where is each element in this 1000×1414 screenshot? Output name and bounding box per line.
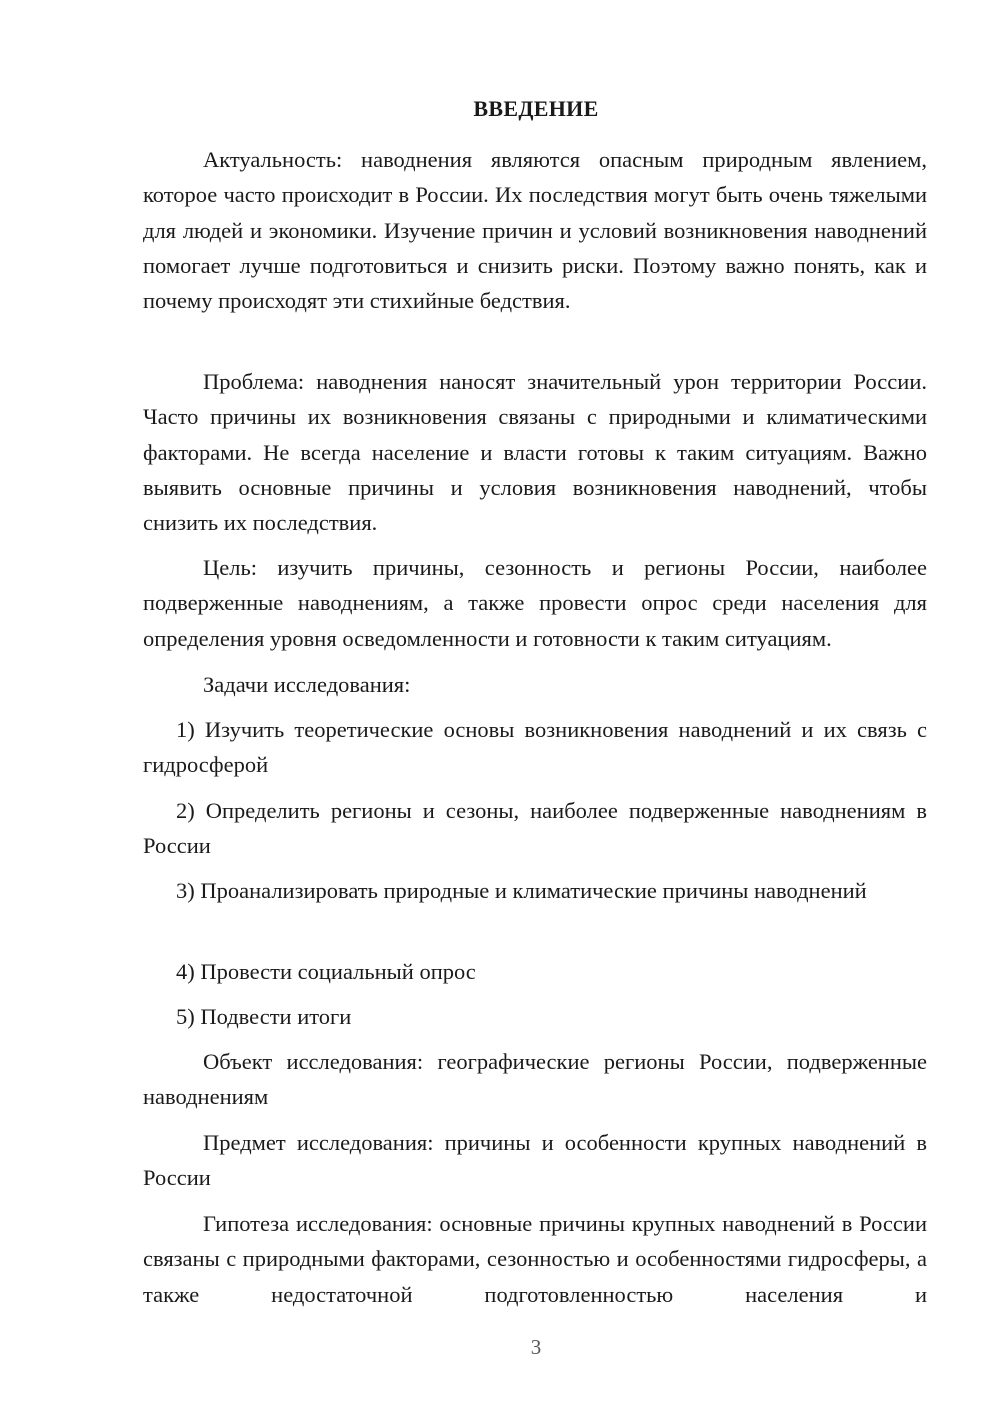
task-item: 1) Изучить теоретические основы возникновения наводнений и их связь с гидросферой — [143, 717, 927, 778]
paragraph-hypothesis: Гипотеза исследования: основные причины крупных наводнений в России связаны с природными факторами, сезонностью и особенностями гидросферы, а также недостаточной подготовленностью населения и — [143, 1211, 927, 1307]
paragraph-goal: Цель: изучить причины, сезонность и регионы России, наиболее подверженные наводнениям, а также провести опрос среди населения для определения уровня осведомленности и готовности к таким ситуациям. — [143, 555, 927, 651]
paragraph-subject: Предмет исследования: причины и особенности крупных наводнений в России — [143, 1130, 927, 1191]
tasks-heading: Задачи исследования: — [203, 672, 411, 697]
task-item: 2) Определить регионы и сезоны, наиболее подверженные наводнениям в России — [143, 798, 927, 859]
task-item: 4) Провести социальный опрос — [176, 959, 476, 984]
paragraph-relevance: Актуальность: наводнения являются опасным природным явлением, которое часто происходит в России. Их последствия могут быть очень тяжелыми для людей и экономики. Изучение причин и условий возникновения наводнений помогает лучше подготовиться и снизить риски. Поэтому важно понять, как и почему происходят эти стихийные бедствия. — [143, 147, 927, 314]
paragraph-object: Объект исследования: географические регионы России, подверженные наводнениям — [143, 1049, 927, 1110]
task-item: 5) Подвести итоги — [176, 1004, 352, 1029]
page-number: 3 — [530, 1335, 542, 1359]
section-title: ВВЕДЕНИЕ — [473, 96, 599, 121]
task-item: 3) Проанализировать природные и климатические причины наводнений — [176, 878, 867, 903]
paragraph-problem: Проблема: наводнения наносят значительный урон территории России. Часто причины их возникновения связаны с природными и климатическими факторами. Не всегда население и власти готовы к таким ситуациям. Важно выявить основные причины и условия возникновения наводнений, чтобы снизить их последствия. — [143, 369, 927, 536]
